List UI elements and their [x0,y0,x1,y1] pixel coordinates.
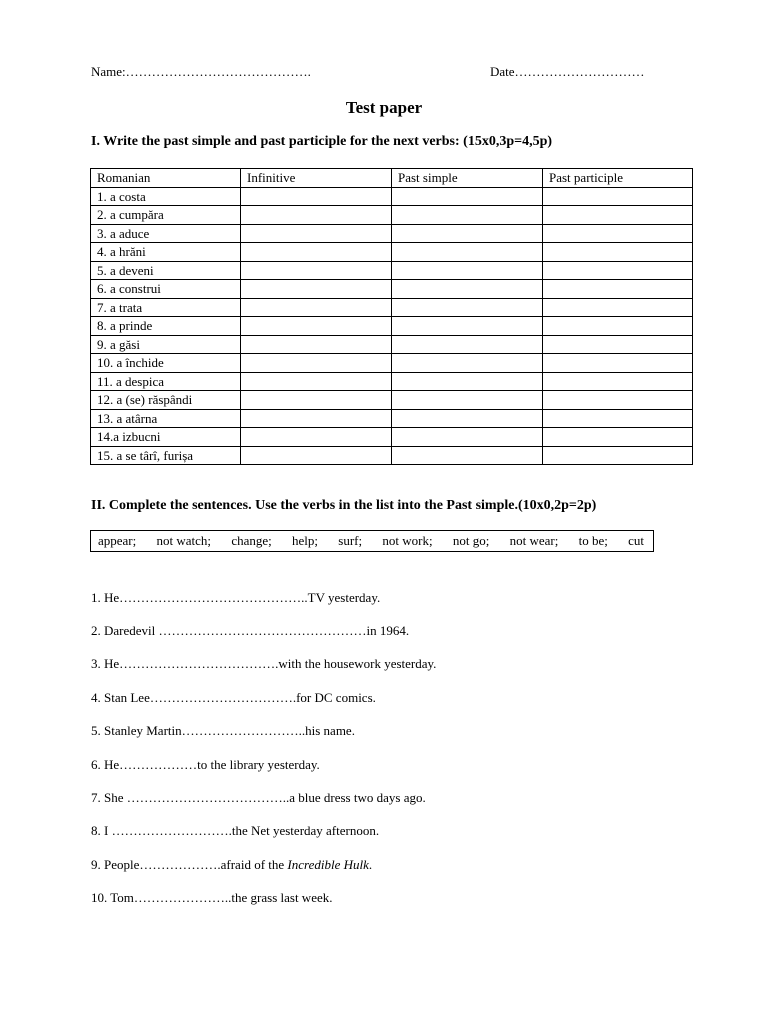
table-row [91,187,693,206]
table-row [91,317,693,336]
infinitive-answer-cell[interactable] [241,243,392,262]
past-simple-answer-cell[interactable] [392,391,543,410]
past-participle-answer-cell[interactable] [543,317,693,336]
past-simple-answer-cell[interactable] [392,243,543,262]
romanian-verb-cell: 7. a trata [91,298,241,317]
section-2-heading: II. Complete the sentences. Use the verbs in the list into the Past simple.(10x0,2p=2p) [91,498,597,513]
word-list-item: not watch; [156,533,212,548]
romanian-verb-cell: 5. a deveni [91,261,241,280]
infinitive-answer-cell[interactable] [241,206,392,225]
past-participle-answer-cell[interactable] [543,206,693,225]
past-participle-answer-cell[interactable] [543,446,693,465]
romanian-verb-cell: 3. a aduce [91,224,241,243]
past-participle-answer-cell[interactable] [543,428,693,447]
table-row [91,446,693,465]
name-field-line[interactable]: Name:……………………………………. [91,64,311,79]
table-row [91,409,693,428]
sentence-item[interactable]: 2. Daredevil …………………………………………in 1964. [91,623,410,638]
table-row [91,224,693,243]
romanian-verb-cell: 8. a prinde [91,317,241,336]
past-simple-answer-cell[interactable] [392,428,543,447]
sentence-item[interactable]: 3. He……………………………….with the housework yesterday. [91,656,437,671]
page-title: Test paper [345,98,423,117]
past-simple-answer-cell[interactable] [392,224,543,243]
column-header: Romanian [91,169,241,188]
word-list-item: not go; [452,533,490,548]
romanian-verb-cell: 6. a construi [91,280,241,299]
past-participle-answer-cell[interactable] [543,391,693,410]
infinitive-answer-cell[interactable] [241,409,392,428]
romanian-verb-cell: 10. a închide [91,354,241,373]
past-simple-answer-cell[interactable] [392,335,543,354]
infinitive-answer-cell[interactable] [241,317,392,336]
word-list-item: appear; [98,533,137,548]
table-row [91,280,693,299]
sentence-prefix: 9. People……………….afraid of the [91,857,288,872]
past-simple-answer-cell[interactable] [392,317,543,336]
infinitive-answer-cell[interactable] [241,391,392,410]
past-participle-answer-cell[interactable] [543,354,693,373]
table-row [91,243,693,262]
romanian-verb-cell: 11. a despica [91,372,241,391]
sentence-suffix: . [368,857,373,872]
past-simple-answer-cell[interactable] [392,187,543,206]
past-participle-answer-cell[interactable] [543,409,693,428]
infinitive-answer-cell[interactable] [241,261,392,280]
sentence-item[interactable]: 7. She ………………………………..a blue dress two days ago. [91,790,426,805]
sentence-item[interactable]: 6. He………………to the library yesterday. [91,757,320,772]
past-participle-answer-cell[interactable] [543,372,693,391]
table-row [91,354,693,373]
past-simple-answer-cell[interactable] [392,409,543,428]
sentence-italic-title: Incredible Hulk [287,857,369,872]
past-participle-answer-cell[interactable] [543,224,693,243]
table-row [91,335,693,354]
past-participle-answer-cell[interactable] [543,261,693,280]
column-header: Infinitive [241,169,392,188]
word-list-item: help; [292,533,318,548]
word-list-item: not wear; [509,533,559,548]
infinitive-answer-cell[interactable] [241,446,392,465]
past-participle-answer-cell[interactable] [543,243,693,262]
sentence-item[interactable] [91,857,372,873]
infinitive-answer-cell[interactable] [241,298,392,317]
past-simple-answer-cell[interactable] [392,206,543,225]
word-list-item: cut [628,533,644,548]
table-row [91,298,693,317]
past-simple-answer-cell[interactable] [392,446,543,465]
sentence-item[interactable]: 5. Stanley Martin………………………..his name. [91,723,355,738]
infinitive-answer-cell[interactable] [241,280,392,299]
word-list-item: not work; [382,533,433,548]
sentence-item[interactable]: 4. Stan Lee…………………………….for DC comics. [91,690,376,705]
romanian-verb-cell: 12. a (se) răspândi [91,391,241,410]
romanian-verb-cell: 9. a găsi [91,335,241,354]
word-list-item: to be; [578,533,608,548]
section-1-heading: I. Write the past simple and past participle for the next verbs: (15x0,3p=4,5p) [91,134,553,149]
table-row [91,372,693,391]
word-list-item: surf; [338,533,363,548]
infinitive-answer-cell[interactable] [241,428,392,447]
verb-table [90,168,693,465]
romanian-verb-cell: 2. a cumpăra [91,206,241,225]
column-header: Past simple [392,169,543,188]
romanian-verb-cell: 14.a izbucni [91,428,241,447]
infinitive-answer-cell[interactable] [241,354,392,373]
past-simple-answer-cell[interactable] [392,298,543,317]
past-simple-answer-cell[interactable] [392,280,543,299]
word-list-box [90,530,654,552]
romanian-verb-cell: 4. a hrăni [91,243,241,262]
romanian-verb-cell: 1. a costa [91,187,241,206]
table-row [91,206,693,225]
past-participle-answer-cell[interactable] [543,298,693,317]
column-header: Past participle [543,169,693,188]
past-simple-answer-cell[interactable] [392,354,543,373]
past-simple-answer-cell[interactable] [392,261,543,280]
infinitive-answer-cell[interactable] [241,372,392,391]
table-header-row [91,169,693,188]
word-list-item: change; [231,533,272,548]
past-participle-answer-cell[interactable] [543,187,693,206]
sentence-item[interactable]: 8. I ……………………….the Net yesterday afternoon. [91,823,380,838]
past-participle-answer-cell[interactable] [543,280,693,299]
table-row [91,261,693,280]
infinitive-answer-cell[interactable] [241,187,392,206]
romanian-verb-cell: 15. a se târî, furișa [91,446,241,465]
table-row [91,391,693,410]
date-field-line[interactable]: Date………………………… [490,64,645,79]
infinitive-answer-cell[interactable] [241,224,392,243]
romanian-verb-cell: 13. a atârna [91,409,241,428]
table-row [91,428,693,447]
sentence-item[interactable]: 10. Tom…………………..the grass last week. [91,890,333,905]
past-simple-answer-cell[interactable] [392,372,543,391]
sentence-item[interactable]: 1. He……………………………………..TV yesterday. [91,590,381,605]
past-participle-answer-cell[interactable] [543,335,693,354]
infinitive-answer-cell[interactable] [241,335,392,354]
